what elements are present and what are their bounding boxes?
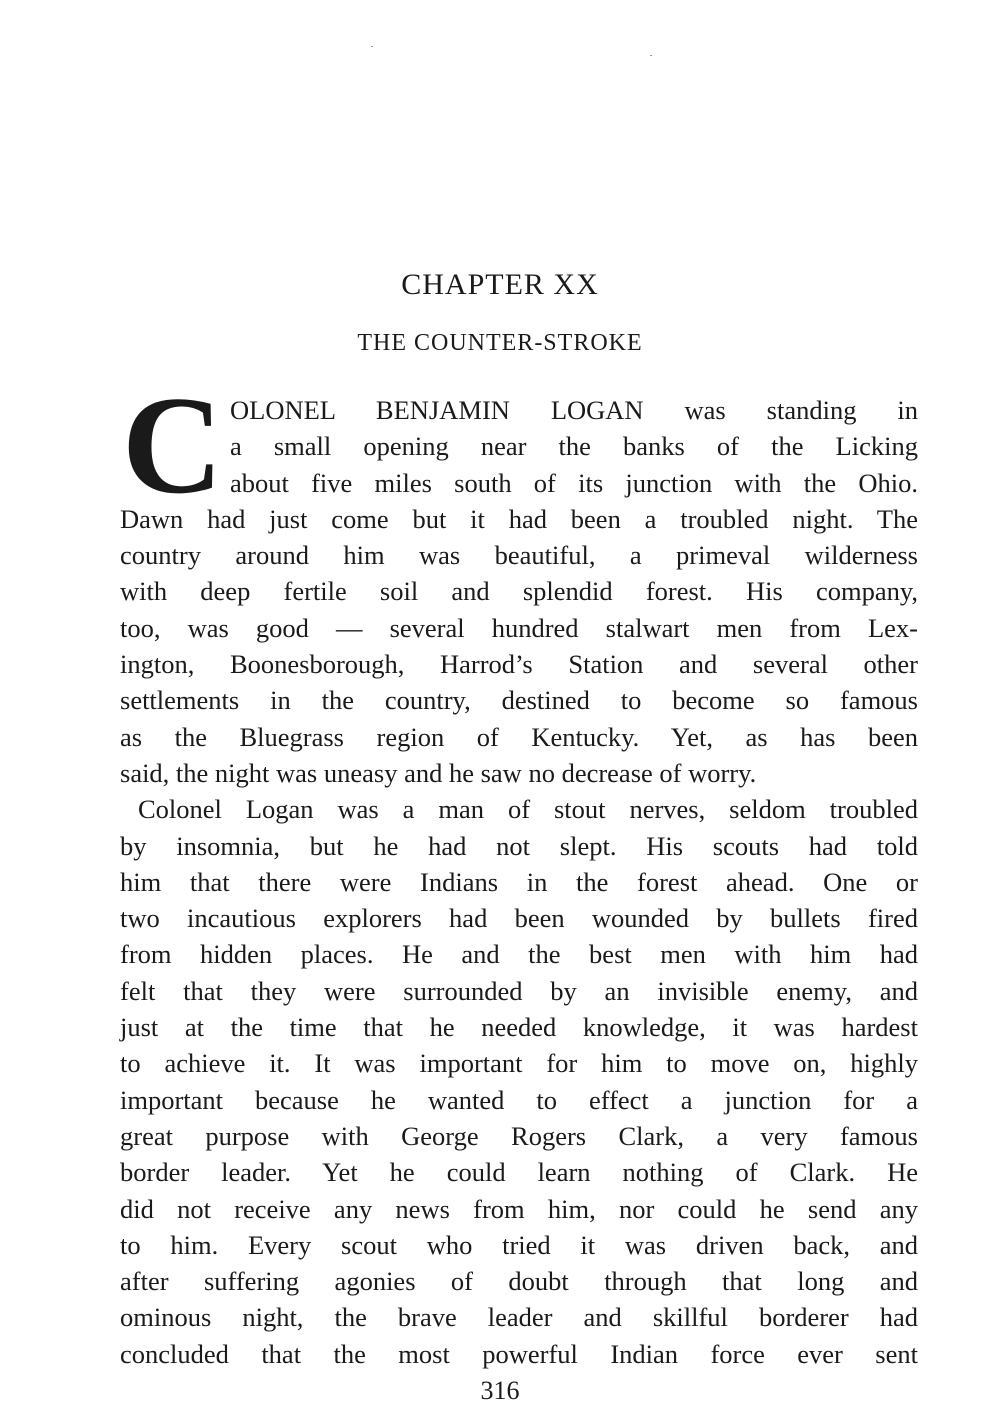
text-line: said, the night was uneasy and he saw no decrease of worry. xyxy=(120,757,757,788)
text-line: ominous night, the brave leader and skillful borderer had xyxy=(120,1302,918,1333)
paragraph-2 xyxy=(120,791,918,1372)
text-line: great purpose with George Rogers Clark, a very famous xyxy=(120,1120,918,1151)
text-line: OLONEL BENJAMIN LOGAN was standing in xyxy=(230,395,918,425)
text-line: important because he wanted to effect a junction for a xyxy=(120,1084,918,1115)
text-line: to achieve it. It was important for him to move on, highly xyxy=(120,1048,918,1079)
text-line: after suffering agonies of doubt through that long and xyxy=(120,1266,918,1297)
paragraph-1 xyxy=(120,368,918,791)
text-line: settlements in the country, destined to become so famous xyxy=(120,685,918,716)
text-line: from hidden places. He and the best men with him had xyxy=(120,939,918,970)
paper-speck xyxy=(650,55,652,56)
text-line: him that there were Indians in the forest ahead. One or xyxy=(120,866,918,897)
text-line: country around him was beautiful, a primeval wilderness xyxy=(120,540,918,571)
body-text xyxy=(120,368,918,1372)
chapter-title: THE COUNTER-STROKE xyxy=(357,330,643,356)
text-line: by insomnia, but he had not slept. His scouts had told xyxy=(120,830,918,861)
paper-speck xyxy=(371,46,373,47)
text-line: Dawn had just come but it had been a troubled night. The xyxy=(120,503,918,534)
text-line: to him. Every scout who tried it was driven back, and xyxy=(120,1229,918,1260)
text-line: as the Bluegrass region of Kentucky. Yet, as has been xyxy=(120,721,918,752)
text-line: border leader. Yet he could learn nothing of Clark. He xyxy=(120,1157,918,1188)
chapter-heading: CHAPTER XX xyxy=(401,268,599,301)
text-line: with deep fertile soil and splendid forest. His company, xyxy=(120,576,918,607)
text-line: two incautious explorers had been wounded by bullets fired xyxy=(120,903,918,934)
drop-cap: C xyxy=(121,368,224,523)
text-line: felt that they were surrounded by an invisible enemy, and xyxy=(120,975,918,1006)
text-line: ington, Boonesborough, Harrod’s Station and several other xyxy=(120,649,918,680)
text-line: about five miles south of its junction with the Ohio. xyxy=(230,467,918,498)
text-line: concluded that the most powerful Indian force ever sent xyxy=(120,1338,918,1369)
text-line: Colonel Logan was a man of stout nerves, seldom troubled xyxy=(138,794,918,825)
text-line: too, was good — several hundred stalwart men from Lex- xyxy=(120,612,918,643)
text-line: just at the time that he needed knowledge, it was hardest xyxy=(120,1012,918,1043)
text-line: a small opening near the banks of the Licking xyxy=(230,431,918,462)
text-line: did not receive any news from him, nor could he send any xyxy=(120,1193,918,1224)
page-number: 316 xyxy=(480,1376,520,1405)
